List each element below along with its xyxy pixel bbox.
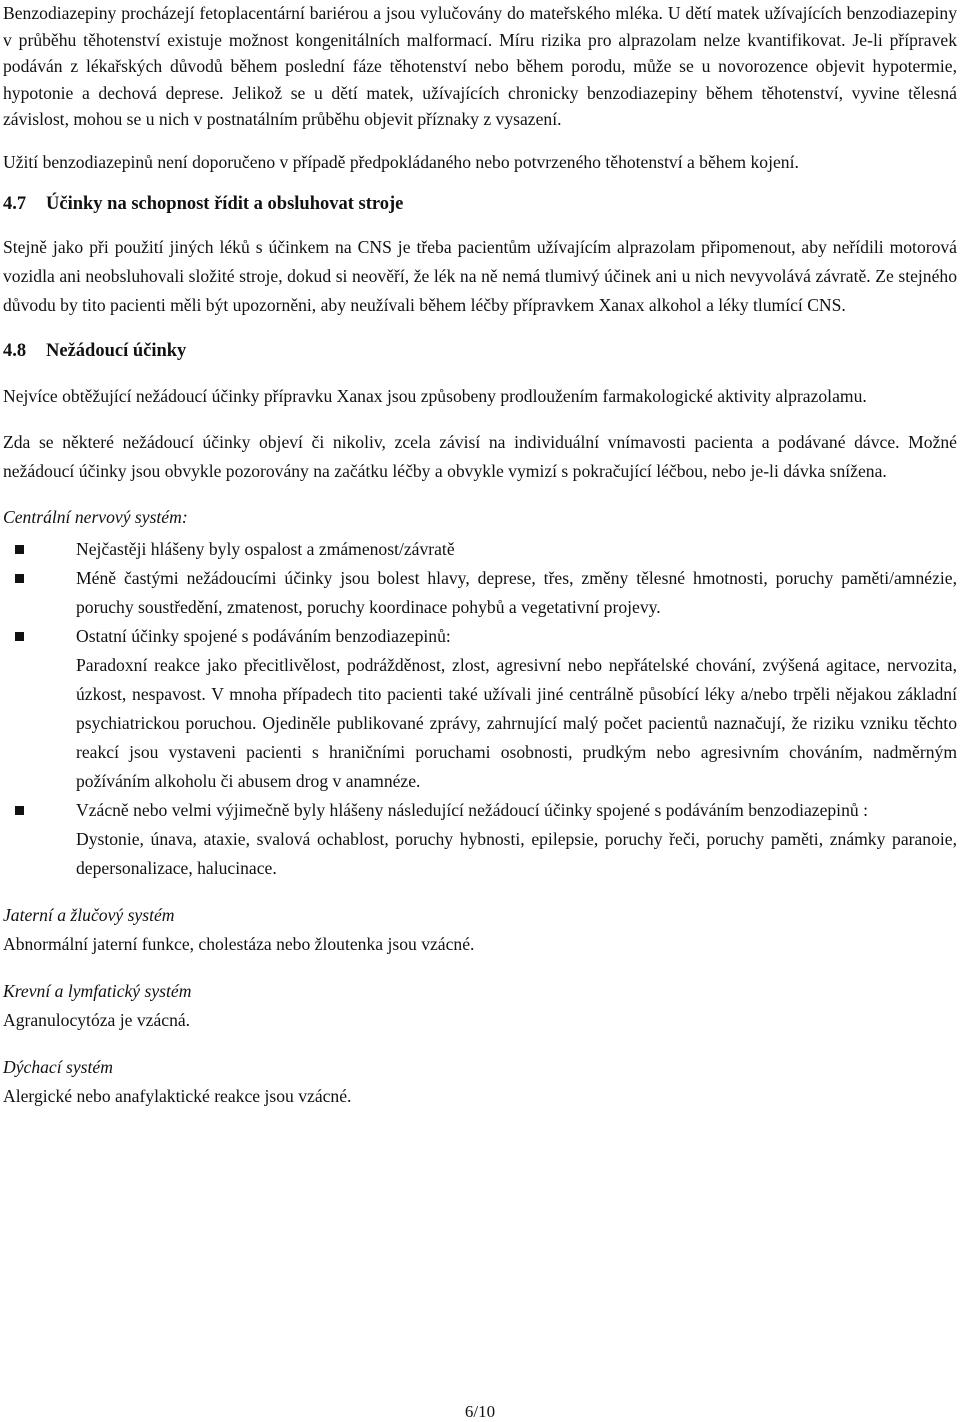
list-item [3, 535, 957, 564]
respiratory-text: Alergické nebo anafylaktické reakce jsou vzácné. [3, 1085, 352, 1106]
list-item [3, 796, 957, 883]
section-4-8-number: 4.8 [3, 340, 27, 361]
section-4-7-heading [3, 190, 957, 219]
cns-bullet-text: Nejčastěji hlášeny byly ospalost a zmámenost/závratě [76, 538, 455, 559]
list-item [3, 622, 957, 796]
page-number: 6/10 [464, 1402, 496, 1421]
cns-bullet-heading: Vzácně nebo velmi výjimečně byly hlášeny následující nežádoucí účinky spojené s podáváním benzodiazepinů : [76, 799, 868, 820]
cns-effects-list [3, 535, 957, 883]
cns-section-title: Centrální nervový systém: [3, 506, 188, 527]
cns-bullet-text: Dystonie, únava, ataxie, svalová ochablost, poruchy hybnosti, epilepsie, poruchy řeči, poruchy paměti, známky paranoie, depersonalizace, halucinace. [76, 828, 957, 878]
document-page [3, 0, 957, 1111]
adverse-effects-paragraph-1: Nejvíce obtěžující nežádoucí účinky přípravku Xanax jsou způsobeny prodloužením farmakologické aktivity alprazolamu. [3, 385, 867, 406]
driving-paragraph: Stejně jako při použití jiných léků s účinkem na CNS je třeba pacientům užívajícím alprazolam připomenout, aby neřídili motorová vozidla ani neobsluhovali složité stroje, dokud si neověří, že lék na ně nemá tlumivý účinek ani u nich nevyvolává závratě. Ze stejného důvodu by tito pacienti měli být upozorněni, aby neužívali během léčby přípravkem Xanax alkohol a léky tlumící CNS. [3, 236, 957, 315]
blood-section-title: Krevní a lymfatický systém [3, 980, 192, 1001]
section-4-7-title: Účinky na schopnost řídit a obsluhovat stroje [46, 193, 404, 214]
blood-text: Agranulocytóza je vzácná. [3, 1009, 191, 1030]
section-4-8-title: Nežádoucí účinky [46, 340, 187, 361]
liver-text: Abnormální jaterní funkce, cholestáza nebo žloutenka jsou vzácné. [3, 933, 475, 954]
list-item [3, 564, 957, 622]
cns-bullet-heading: Ostatní účinky spojené s podáváním benzodiazepinů: [76, 625, 451, 646]
cns-bullet-text: Paradoxní reakce jako přecitlivělost, podrážděnost, zlost, agresivní nebo nepřátelské chování, zvýšená agitace, nervozita, úzkost, nespavost. V mnoha případech tito pacienti také užívali jiné centrálně působící léky a/nebo trpěli nějakou základní psychiatrickou poruchou. Ojediněle publikované zprávy, zahrnující malý počet pacientů naznačují, že riziku vzniku těchto reakcí jsou vystaveni pacienti s hraničními poruchami osobnosti, prudkým nebo agresivním chováním, nadměrným požíváním alkoholu či abusem drog v anamnéze. [76, 654, 957, 791]
liver-section-title: Jaterní a žlučový systém [3, 904, 175, 925]
pregnancy-paragraph: Užití benzodiazepinů není doporučeno v případě předpokládaného nebo potvrzeného těhotenství a během kojení. [3, 151, 799, 172]
intro-paragraph: Benzodiazepiny procházejí fetoplacentární bariérou a jsou vylučovány do mateřského mléka. U dětí matek užívajících benzodiazepiny v průběhu těhotenství existuje možnost kongenitálních malformací. Míru rizika pro alprazolam nelze kvantifikovat. Je-li přípravek podáván z lékařských důvodů během poslední fáze těhotenství nebo během porodu, může se u novorozence objevit hypotermie, hypotonie a dechová deprese. Jelikož se u dětí matek, užívajících chronicky benzodiazepiny během těhotenství, vyvine tělesná závislost, mohou se u nich v postnatálním průběhu objevit příznaky z vysazení. [3, 3, 957, 129]
section-4-8-heading [3, 337, 957, 366]
cns-bullet-text: Méně častými nežádoucími účinky jsou bolest hlavy, deprese, třes, změny tělesné hmotnosti, poruchy paměti/amnézie, poruchy soustředění, zmatenost, poruchy koordinace pohybů a vegetativní projevy. [76, 567, 957, 617]
adverse-effects-paragraph-2: Zda se některé nežádoucí účinky objeví či nikoliv, zcela závisí na individuální vnímavosti pacienta a podávané dávce. Možné nežádoucí účinky jsou obvykle pozorovány na začátku léčby a obvykle vymizí s pokračující léčbou, nebo je-li dávka snížena. [3, 431, 957, 481]
respiratory-section-title: Dýchací systém [3, 1056, 113, 1077]
section-4-7-number: 4.7 [3, 193, 27, 214]
